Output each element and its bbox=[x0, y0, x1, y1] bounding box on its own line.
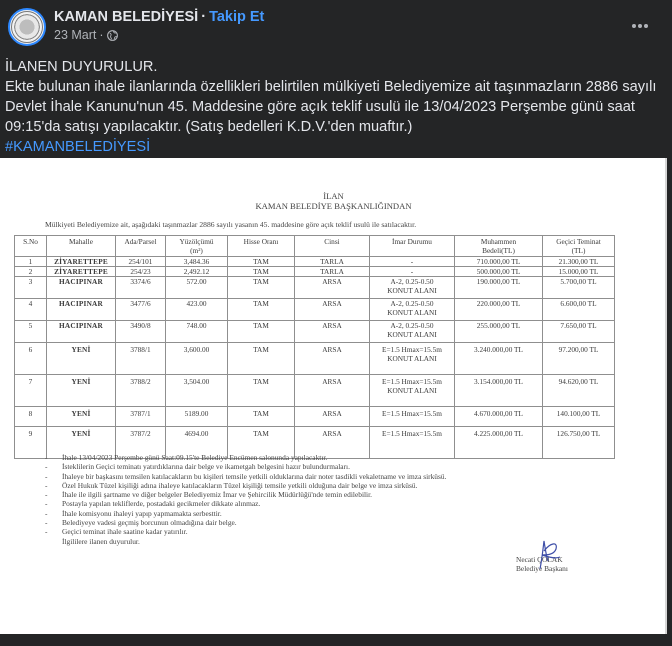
imar-line: - bbox=[410, 267, 414, 276]
cell-mahalle: HACIPINAR bbox=[47, 299, 116, 321]
cell-muhammen: 3.240.000,00 TL bbox=[455, 343, 543, 375]
page-avatar[interactable] bbox=[8, 8, 46, 46]
cell-cinsi: TARLA bbox=[295, 267, 370, 277]
imar-line: E=1.5 Hmax=15.5m bbox=[382, 345, 442, 354]
cell-yuzolcumu: 5189.00 bbox=[166, 407, 228, 427]
cell-hisse: TAM bbox=[228, 407, 295, 427]
col-header-cinsi: Cinsi bbox=[295, 236, 370, 257]
table-row bbox=[15, 343, 615, 375]
cell-sno: 4 bbox=[15, 299, 47, 321]
document-subtitle: KAMAN BELEDİYE BAŞKANLIĞINDAN bbox=[255, 201, 412, 211]
meta-separator: · bbox=[99, 28, 104, 42]
cell-ada: 3490/8 bbox=[116, 321, 166, 343]
condition-item bbox=[45, 490, 446, 499]
cell-yuzolcumu: 3,504.00 bbox=[166, 375, 228, 407]
col-header-sno: S.No bbox=[15, 236, 47, 257]
cell-teminat: 6.600,00 TL bbox=[543, 299, 615, 321]
cell-mahalle: YENİ bbox=[47, 407, 116, 427]
separator: · bbox=[201, 9, 207, 25]
cell-teminat: 140.100,00 TL bbox=[543, 407, 615, 427]
more-horizontal-icon bbox=[632, 24, 636, 28]
cell-ada: 3477/6 bbox=[116, 299, 166, 321]
imar-line: KONUT ALANI bbox=[387, 386, 437, 395]
post-text-line: İLANEN DUYURULUR. bbox=[5, 59, 158, 75]
imar-line: A-2, 0.25-0.50 bbox=[390, 277, 434, 286]
cell-cinsi: ARSA bbox=[295, 321, 370, 343]
condition-text: Geçici teminat ihale saatine kadar yatırılır. bbox=[62, 527, 188, 537]
property-table bbox=[14, 235, 615, 459]
col-header-teminat bbox=[543, 236, 615, 257]
cell-ada: 3374/6 bbox=[116, 277, 166, 299]
signature-block bbox=[516, 555, 568, 573]
cell-mahalle: HACIPINAR bbox=[47, 277, 116, 299]
signatory-name: Necati ÇOLAK bbox=[516, 555, 563, 564]
cell-ada: 254/23 bbox=[116, 267, 166, 277]
cell-cinsi: ARSA bbox=[295, 277, 370, 299]
condition-item bbox=[45, 453, 446, 462]
cell-ada: 3787/1 bbox=[116, 407, 166, 427]
handwritten-signature-icon bbox=[534, 537, 564, 571]
cell-imar bbox=[370, 257, 455, 267]
cell-imar bbox=[370, 375, 455, 407]
cell-hisse: TAM bbox=[228, 267, 295, 277]
cell-yuzolcumu: 2,492.12 bbox=[166, 267, 228, 277]
header-line: Bedeli(TL) bbox=[482, 246, 515, 255]
bullet: - bbox=[45, 527, 48, 537]
cell-muhammen: 500.000,00 TL bbox=[455, 267, 543, 277]
table-row bbox=[15, 277, 615, 299]
cell-mahalle: ZİYARETTEPE bbox=[47, 267, 116, 277]
cell-hisse: TAM bbox=[228, 375, 295, 407]
cell-sno: 7 bbox=[15, 375, 47, 407]
document-intro: Mülkiyeti Belediyemize ait, aşağıdaki taşınmazlar 2886 sayılı yasanın 45. maddesine göre açık teklif usulü ile satılacaktır. bbox=[45, 220, 417, 229]
cell-sno: 1 bbox=[15, 257, 47, 267]
more-dot bbox=[638, 24, 642, 28]
condition-text: İhaleye bir başkasını temsilen katılacakların bu kişileri temsile yetkili olduklarına dair noter tasdikli vekaletname ve imza sirküsü. bbox=[62, 471, 447, 481]
cell-sno: 8 bbox=[15, 407, 47, 427]
post-meta bbox=[54, 28, 118, 42]
imar-line: E=1.5 Hmax=15.5m bbox=[382, 429, 442, 438]
header-line: (m²) bbox=[190, 246, 203, 255]
cell-sno: 9 bbox=[15, 427, 47, 459]
follow-button[interactable]: Takip Et bbox=[209, 9, 265, 25]
cell-teminat: 21.300,00 TL bbox=[543, 257, 615, 267]
closing-line: İlgililere ilanen duyurulur. bbox=[62, 536, 140, 546]
more-dot bbox=[644, 24, 648, 28]
page-name-line bbox=[54, 9, 264, 25]
cell-cinsi: ARSA bbox=[295, 343, 370, 375]
bullet: - bbox=[45, 471, 48, 481]
cell-yuzolcumu: 572.00 bbox=[166, 277, 228, 299]
table-row bbox=[15, 257, 615, 267]
cell-ada: 254/101 bbox=[116, 257, 166, 267]
table-row bbox=[15, 299, 615, 321]
cell-sno: 5 bbox=[15, 321, 47, 343]
imar-line: KONUT ALANI bbox=[387, 354, 437, 363]
cell-sno: 6 bbox=[15, 343, 47, 375]
cell-muhammen: 3.154.000,00 TL bbox=[455, 375, 543, 407]
cell-mahalle: YENİ bbox=[47, 343, 116, 375]
globe-icon bbox=[107, 30, 118, 41]
cell-muhammen: 4.225.000,00 TL bbox=[455, 427, 543, 459]
bullet: - bbox=[45, 508, 48, 518]
imar-line: - bbox=[410, 257, 414, 266]
col-header-muhammen bbox=[455, 236, 543, 257]
condition-item bbox=[45, 527, 446, 536]
table-row bbox=[15, 407, 615, 427]
cell-hisse: TAM bbox=[228, 299, 295, 321]
post-text bbox=[5, 57, 665, 157]
municipality-logo-icon bbox=[11, 11, 43, 43]
imar-line: KONUT ALANI bbox=[387, 330, 437, 339]
cell-hisse: TAM bbox=[228, 277, 295, 299]
cell-imar bbox=[370, 299, 455, 321]
cell-imar bbox=[370, 267, 455, 277]
cell-hisse: TAM bbox=[228, 343, 295, 375]
more-options-button[interactable] bbox=[628, 18, 652, 34]
cell-hisse: TAM bbox=[228, 321, 295, 343]
hashtag-link[interactable]: #KAMANBELEDİYESİ bbox=[5, 139, 151, 155]
document-title: İLAN bbox=[323, 191, 344, 201]
condition-text: İhale ile ilgili şartname ve diğer belgeler Belediyemiz İmar ve Şehircilik Müdürlüğü'nde temin edilebilir. bbox=[62, 490, 372, 500]
cell-yuzolcumu: 3,484.36 bbox=[166, 257, 228, 267]
post-text-line: 09:15'da satışı yapılacaktır. (Satış bedelleri K.D.V.'den muaftır.) bbox=[5, 119, 413, 135]
cell-imar bbox=[370, 407, 455, 427]
cell-cinsi: TARLA bbox=[295, 257, 370, 267]
imar-line: E=1.5 Hmax=15.5m bbox=[382, 409, 442, 418]
post-image[interactable] bbox=[0, 158, 667, 646]
cell-ada: 3787/2 bbox=[116, 427, 166, 459]
col-header-hisse: Hisse Oranı bbox=[228, 236, 295, 257]
cell-imar bbox=[370, 321, 455, 343]
col-header-ada: Ada/Parsel bbox=[116, 236, 166, 257]
conditions-list bbox=[45, 453, 446, 546]
signatory-title: Belediye Başkanı bbox=[516, 564, 568, 573]
col-header-mahalle: Mahalle bbox=[47, 236, 116, 257]
cell-muhammen: 4.670.000,00 TL bbox=[455, 407, 543, 427]
imar-line: E=1.5 Hmax=15.5m bbox=[382, 377, 442, 386]
bullet: - bbox=[45, 462, 48, 472]
cell-mahalle: HACIPINAR bbox=[47, 321, 116, 343]
cell-cinsi: ARSA bbox=[295, 407, 370, 427]
table-row bbox=[15, 267, 615, 277]
cell-yuzolcumu: 3,600.00 bbox=[166, 343, 228, 375]
imar-line: A-2, 0.25-0.50 bbox=[390, 321, 434, 330]
cell-mahalle: YENİ bbox=[47, 375, 116, 407]
cell-yuzolcumu: 423.00 bbox=[166, 299, 228, 321]
cell-teminat: 7.650,00 TL bbox=[543, 321, 615, 343]
cell-ada: 3788/2 bbox=[116, 375, 166, 407]
condition-item bbox=[45, 499, 446, 508]
cell-mahalle: YENİ bbox=[47, 427, 116, 459]
cell-mahalle: ZİYARETTEPE bbox=[47, 257, 116, 267]
cell-teminat: 5.700,00 TL bbox=[543, 277, 615, 299]
cell-hisse: TAM bbox=[228, 427, 295, 459]
header-line: Geçici Teminat bbox=[556, 237, 601, 246]
page-name-link[interactable]: KAMAN BELEDİYESİ bbox=[54, 9, 199, 25]
header-line: (TL) bbox=[571, 246, 586, 255]
cell-teminat: 126.750,00 TL bbox=[543, 427, 615, 459]
imar-line: KONUT ALANI bbox=[387, 308, 437, 317]
post-text-line: Devlet İhale Kanunu'nun 45. Maddesine göre açık teklif usulü ile 13/04/2023 Perşembe günü saat bbox=[5, 99, 635, 115]
condition-text: Postayla yapılan tekliflerde, postadaki gecikmeler dikkate alınmaz. bbox=[62, 499, 261, 509]
condition-item bbox=[45, 518, 446, 527]
cell-ada: 3788/1 bbox=[116, 343, 166, 375]
cell-cinsi: ARSA bbox=[295, 299, 370, 321]
post-footer-bar bbox=[0, 634, 672, 646]
condition-item bbox=[45, 472, 446, 481]
col-header-imar: İmar Durumu bbox=[370, 236, 455, 257]
imar-line: KONUT ALANI bbox=[387, 286, 437, 295]
cell-teminat: 15.000,00 TL bbox=[543, 267, 615, 277]
cell-imar bbox=[370, 343, 455, 375]
cell-muhammen: 190.000,00 TL bbox=[455, 277, 543, 299]
condition-text: Belediyeye vadesi geçmiş borcunun olmadığına dair belge. bbox=[62, 518, 237, 528]
condition-text: İhale komisyonu ihaleyi yapıp yapmamakta serbesttir. bbox=[62, 508, 222, 518]
cell-sno: 3 bbox=[15, 277, 47, 299]
condition-item bbox=[45, 481, 446, 490]
cell-hisse: TAM bbox=[228, 257, 295, 267]
cell-imar bbox=[370, 277, 455, 299]
condition-text: İsteklilerin Geçici teminatı yatırdıklarına dair belge ve ikametgah belgesini hazır bulundurmaları. bbox=[62, 462, 350, 472]
condition-text: Özel Hukuk Tüzel kişiliği adına ihaleye katılacakların Tüzel kişiliği temsile yetkili olduğuna dair belge ve imza sirküsü. bbox=[62, 480, 418, 490]
cell-yuzolcumu: 4694.00 bbox=[166, 427, 228, 459]
post-date[interactable]: 23 Mart bbox=[54, 28, 97, 42]
table-header-row bbox=[15, 236, 615, 257]
table-row bbox=[15, 375, 615, 407]
post-text-line: Ekte bulunan ihale ilanlarında özellikleri belirtilen mülkiyeti Belediyemize ait taşınmazların 2886 sayılı bbox=[5, 79, 657, 95]
cell-teminat: 94.620,00 TL bbox=[543, 375, 615, 407]
bullet: - bbox=[45, 453, 48, 462]
cell-sno: 2 bbox=[15, 267, 47, 277]
bullet: - bbox=[45, 480, 48, 490]
bullet: - bbox=[45, 499, 48, 509]
cell-teminat: 97.200,00 TL bbox=[543, 343, 615, 375]
announcement-document bbox=[0, 158, 667, 638]
imar-line: A-2, 0.25-0.50 bbox=[390, 299, 434, 308]
condition-item bbox=[45, 509, 446, 518]
bullet: - bbox=[45, 490, 48, 500]
cell-cinsi: ARSA bbox=[295, 427, 370, 459]
bullet: - bbox=[45, 518, 48, 528]
col-header-yuzolcumu bbox=[166, 236, 228, 257]
header-line: Yüzölçümü bbox=[179, 237, 214, 246]
post-header bbox=[8, 8, 664, 48]
condition-item bbox=[45, 462, 446, 471]
cell-yuzolcumu: 748.00 bbox=[166, 321, 228, 343]
cell-cinsi: ARSA bbox=[295, 375, 370, 407]
cell-muhammen: 710.000,00 TL bbox=[455, 257, 543, 267]
header-line: Muhammen bbox=[480, 237, 517, 246]
table-row bbox=[15, 321, 615, 343]
condition-text: İhale 13/04/2023 Perşembe günü Saat:09.15'te Belediye Encümen salonunda yapılacaktır. bbox=[62, 453, 328, 462]
cell-muhammen: 220.000,00 TL bbox=[455, 299, 543, 321]
cell-muhammen: 255.000,00 TL bbox=[455, 321, 543, 343]
